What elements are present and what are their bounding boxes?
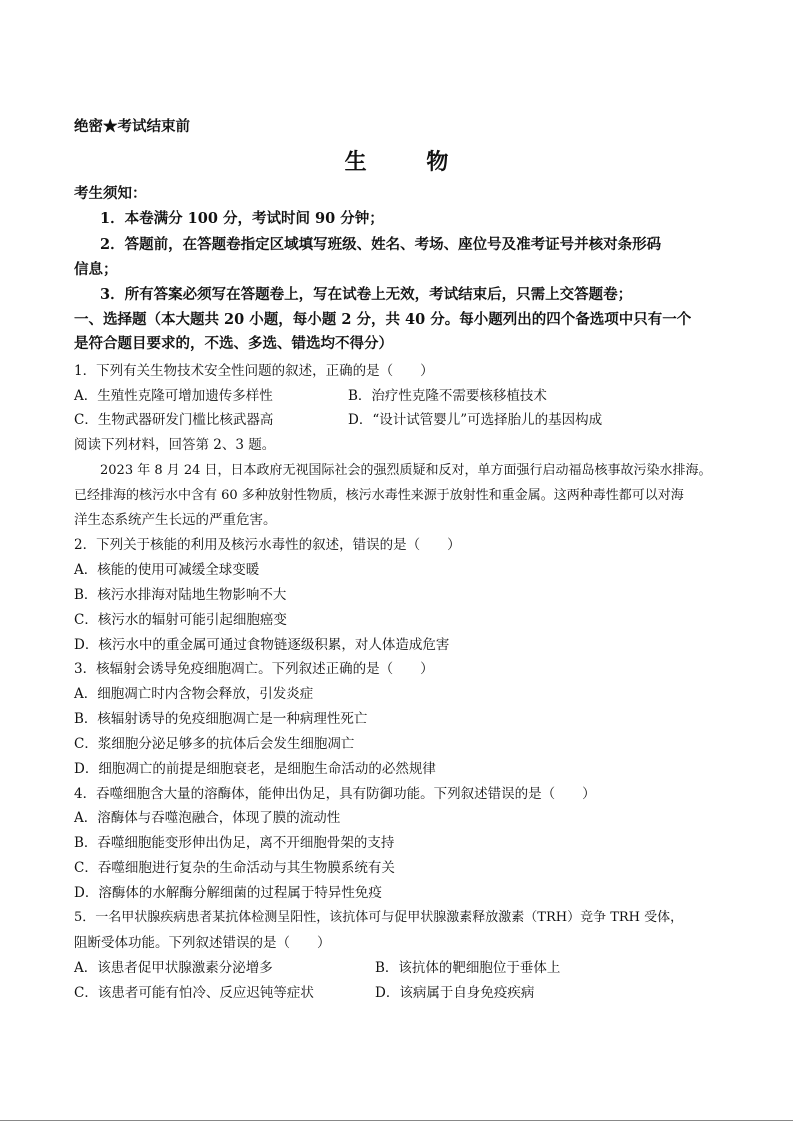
q4-option-b: B．吞噬细胞能变形伸出伪足，离不开细胞骨架的支持 (74, 835, 395, 851)
q1-option-a: A．生殖性克隆可增加遗传多样性 (74, 388, 273, 404)
q4-option-a: A．溶酶体与吞噬泡融合，体现了膜的流动性 (74, 810, 341, 826)
notice-item-3: 3．所有答案必须写在答题卷上，写在试卷上无效，考试结束后，只需上交答题卷； (100, 286, 633, 303)
q4-option-d: D．溶酶体的水解酶分解细菌的过程属于特异性免疫 (74, 885, 382, 901)
q5-option-a: A．该患者促甲状腺激素分泌增多 (74, 960, 273, 976)
notice-item-2-cont: 信息； (74, 261, 118, 278)
q3-stem: 3．核辐射会诱导免疫细胞凋亡。下列叙述正确的是（ ） (74, 661, 434, 677)
passage-line-2: 已经排海的核污水中含有 60 多种放射性物质，核污水毒性来源于放射性和重金属。这两种毒性都可以对海 (74, 488, 684, 503)
q3-option-b: B．核辐射诱导的免疫细胞凋亡是一种病理性死亡 (74, 711, 368, 727)
q3-option-d: D．细胞凋亡的前提是细胞衰老，是细胞生命活动的必然规律 (74, 761, 436, 777)
q2-option-d: D．核污水中的重金属可通过食物链逐级积累，对人体造成危害 (74, 637, 450, 653)
section-heading-line-1: 一、选择题（本大题共 20 小题，每小题 2 分，共 40 分。每小题列出的四个备选项中只有一个 (74, 311, 692, 328)
q2-option-b: B．核污水排海对陆地生物影响不大 (74, 587, 287, 603)
notice-item-2: 2．答题前，在答题卷指定区域填写班级、姓名、考场、座位号及准考证号并核对条形码 (100, 236, 662, 253)
q2-option-a: A．核能的使用可减缓全球变暖 (74, 562, 260, 578)
notice-item-1: 1．本卷满分 100 分，考试时间 90 分钟； (100, 210, 384, 227)
q5-option-d: D．该病属于自身免疫疾病 (375, 985, 535, 1001)
page-bottom-rule (0, 1120, 793, 1121)
passage-intro: 阅读下列材料，回答第 2、3 题。 (74, 437, 276, 453)
subject-title: 生 物 (344, 149, 475, 175)
q4-stem: 4．吞噬细胞含大量的溶酶体，能伸出伪足，具有防御功能。下列叙述错误的是（ ） (74, 786, 596, 802)
q4-option-c: C．吞噬细胞进行复杂的生命活动与其生物膜系统有关 (74, 860, 395, 876)
q5-stem-line-2: 阻断受体功能。下列叙述错误的是（ ） (74, 935, 331, 951)
passage-line-1: 2023 年 8 月 24 日，日本政府无视国际社会的强烈质疑和反对，单方面强行启动福岛核事故污染水排海。 (100, 463, 712, 478)
q1-stem: 1．下列有关生物技术安全性问题的叙述，正确的是（ ） (74, 363, 434, 379)
q1-option-c: C．生物武器研发门槛比核武器高 (74, 412, 274, 428)
q5-option-c: C．该患者可能有怕冷、反应迟钝等症状 (74, 985, 314, 1001)
q5-stem-line-1: 5．一名甲状腺疾病患者某抗体检测呈阳性，该抗体可与促甲状腺激素释放激素（TRH）竞争 TRH 受体， (74, 910, 684, 925)
q1-option-d: D．“设计试管婴儿”可选择胎儿的基因构成 (348, 412, 603, 428)
passage-line-3: 洋生态系统产生长远的严重危害。 (74, 512, 277, 528)
q2-stem: 2．下列关于核能的利用及核污水毒性的叙述，错误的是（ ） (74, 537, 461, 553)
q5-option-b: B．该抗体的靶细胞位于垂体上 (375, 960, 561, 976)
q2-option-c: C．核污水的辐射可能引起细胞癌变 (74, 612, 287, 628)
q1-option-b: B．治疗性克隆不需要核移植技术 (348, 388, 547, 404)
q3-option-a: A．细胞凋亡时内含物会释放，引发炎症 (74, 686, 314, 702)
confidential-label: 绝密★考试结束前 (74, 118, 190, 135)
notice-heading: 考生须知： (74, 185, 147, 202)
section-heading-line-2: 是符合题目要求的，不选、多选、错选均不得分） (74, 335, 393, 352)
q3-option-c: C．浆细胞分泌足够多的抗体后会发生细胞凋亡 (74, 736, 355, 752)
